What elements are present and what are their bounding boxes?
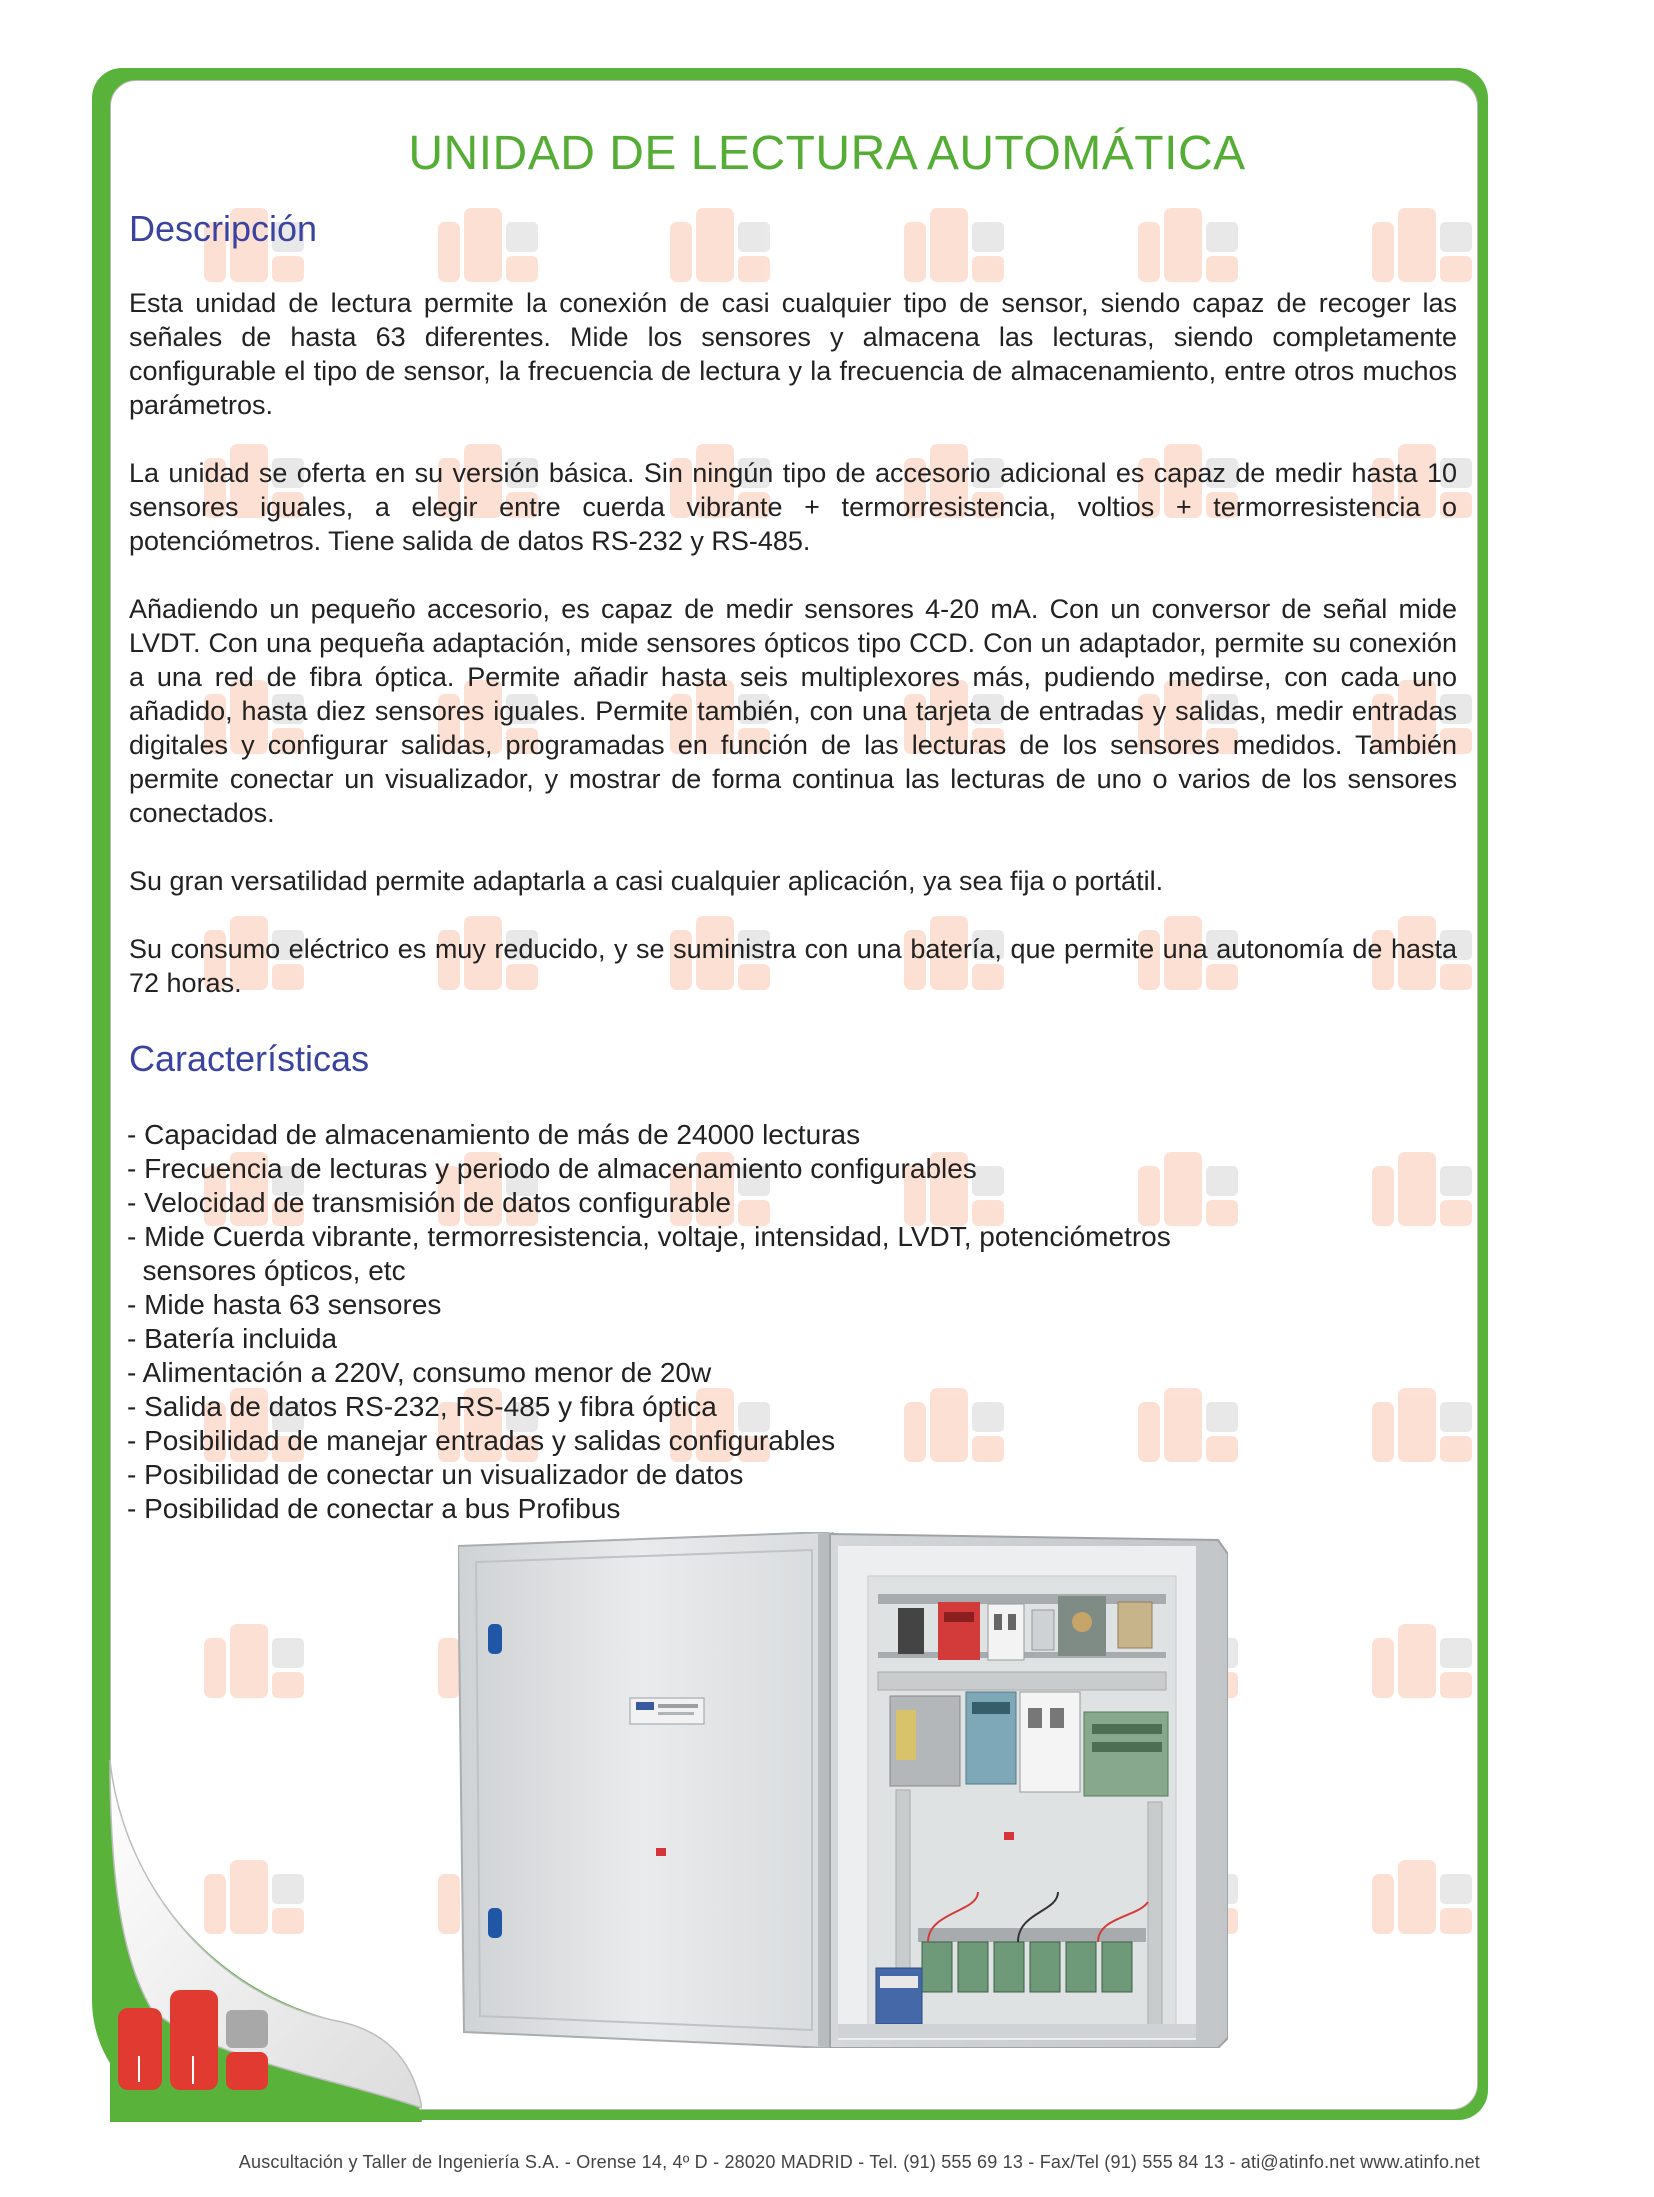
feature-item: - Posibilidad de conectar un visualizador de datos <box>127 1459 744 1490</box>
feature-item: - Posibilidad de manejar entradas y salidas configurables <box>127 1425 836 1456</box>
features-list <box>127 1118 1327 1526</box>
feature-item: - Salida de datos RS-232, RS-485 y fibra óptica <box>127 1391 717 1422</box>
feature-item: sensores ópticos, etc <box>127 1255 406 1286</box>
description-paragraph: La unidad se oferta en su versión básica. Sin ningún tipo de accesorio adicional es capaz de medir hasta 10 sensores iguales, a elegir entre cuerda vibrante + termorresistencia, voltios + termorresistencia o potenciómetros. Tiene salida de datos RS-232 y RS-485. <box>129 458 1457 556</box>
page-title: UNIDAD DE LECTURA AUTOMÁTICA <box>408 127 1246 180</box>
description-paragraph: Añadiendo un pequeño accesorio, es capaz de medir sensores 4-20 mA. Con un conversor de señal mide LVDT. Con una pequeña adaptación, mide sensores ópticos tipo CCD. Con un adaptador, permite su conexión a una red de fibra óptica. Permite añadir hasta seis multiplexores más, pudiendo medirse, con cada uno añadido, hasta diez sensores iguales. Permite también, con una tarjeta de entradas y salidas, medir entradas digitales y configurar salidas, programadas en función de las lecturas de los sensores medidos. También permite conectar un visualizador, y mostrar de forma continua las lecturas de uno o varios de los sensores conectados. <box>129 594 1457 828</box>
feature-item: - Capacidad de almacenamiento de más de 24000 lecturas <box>127 1119 861 1150</box>
description-paragraph: Su consumo eléctrico es muy reducido, y se suministra con una batería, que permite una autonomía de hasta 72 horas. <box>129 934 1457 998</box>
features-heading: Características <box>129 1038 370 1079</box>
ati-logo-icon <box>118 1990 268 2090</box>
description-body <box>129 286 1457 1034</box>
feature-item: - Mide hasta 63 sensores <box>127 1289 442 1320</box>
feature-item: - Alimentación a 220V, consumo menor de 20w <box>127 1357 712 1388</box>
feature-item: - Posibilidad de conectar a bus Profibus <box>127 1493 621 1524</box>
cabinet-illustration <box>458 1532 1228 2048</box>
description-paragraph: Su gran versatilidad permite adaptarla a casi cualquier aplicación, ya sea fija o portátil. <box>129 866 1164 896</box>
feature-item: - Mide Cuerda vibrante, termorresistencia, voltaje, intensidad, LVDT, potenciómetros <box>127 1221 1171 1252</box>
feature-item: - Batería incluida <box>127 1323 338 1354</box>
feature-item: - Velocidad de transmisión de datos configurable <box>127 1187 731 1218</box>
footer-contact: Auscultación y Taller de Ingeniería S.A. - Orense 14, 4º D - 28020 MADRID - Tel. (91) 555 69 13 - Fax/Tel (91) 555 84 13 - ati@atinfo.net www.atinfo.net <box>238 2152 1480 2172</box>
feature-item: - Frecuencia de lecturas y periodo de almacenamiento configurables <box>127 1153 977 1184</box>
description-heading: Descripción <box>129 208 318 249</box>
description-paragraph: Esta unidad de lectura permite la conexión de casi cualquier tipo de sensor, siendo capaz de recoger las señales de hasta 63 diferentes. Mide los sensores y almacena las lecturas, siendo completamente configurable el tipo de sensor, la frecuencia de lectura y la frecuencia de almacenamiento, entre otros muchos parámetros. <box>129 288 1457 420</box>
